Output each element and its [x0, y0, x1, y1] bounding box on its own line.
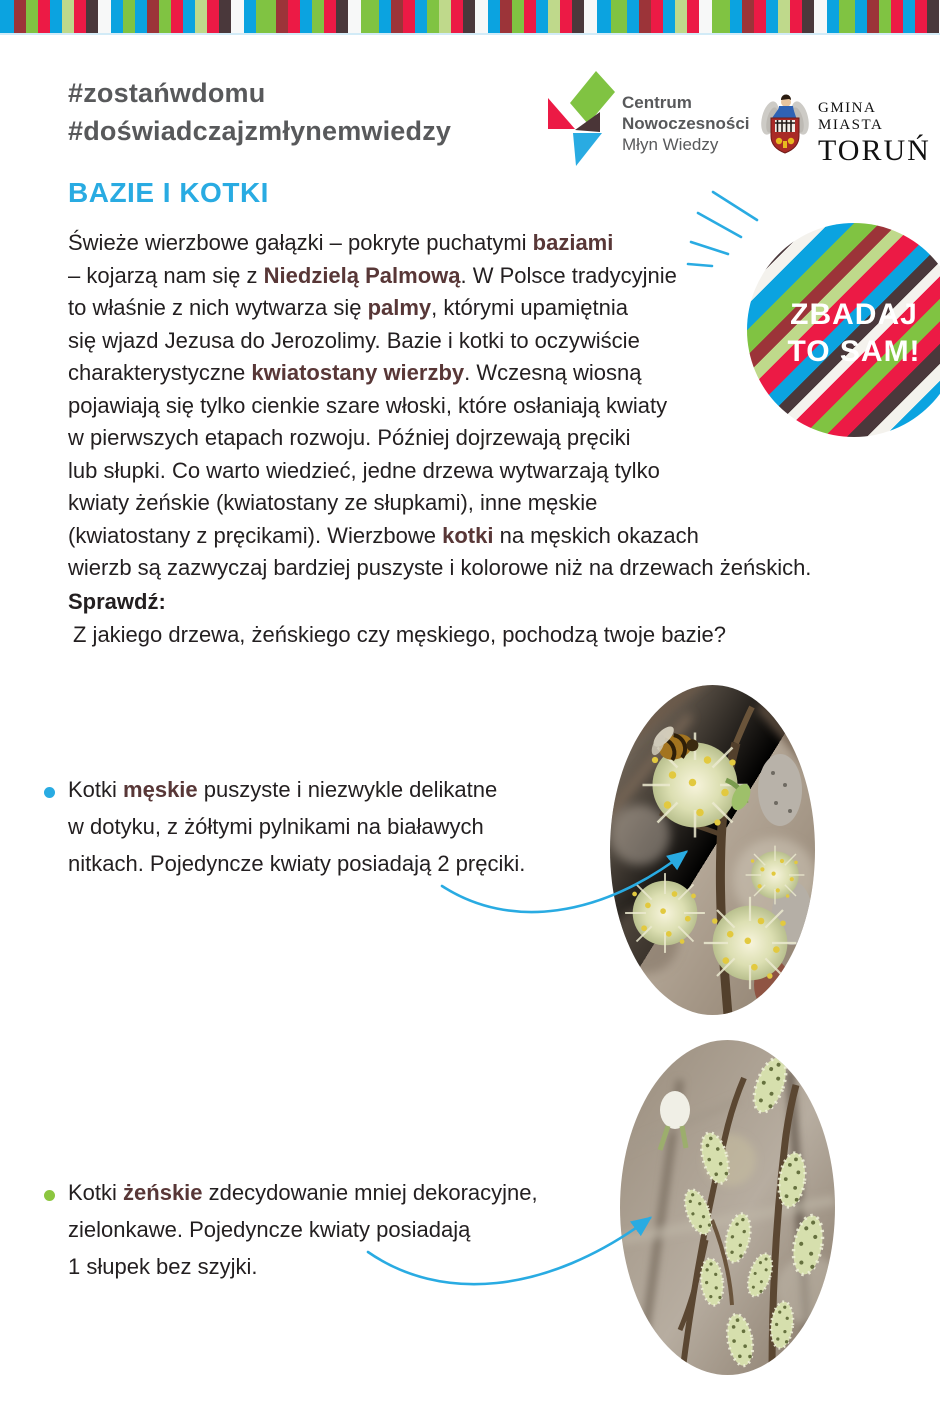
stripe-green: [839, 0, 855, 33]
hashtags: [68, 74, 451, 150]
stripe-crimson: [687, 0, 699, 33]
stripe-blue: [627, 0, 639, 33]
male-catkins-photo: [610, 685, 815, 1015]
stripe-dark_brown: [927, 0, 939, 33]
stripe-crimson: [451, 0, 463, 33]
pinwheel-icon: [543, 70, 615, 166]
mlyn-line3: Młyn Wiedzy: [622, 135, 719, 154]
stripe-blue: [0, 0, 14, 33]
stripe-light_green: [62, 0, 74, 33]
stripe-light_green: [778, 0, 790, 33]
text-line: pojawiają się tylko cienkie szare włoski, które osłaniają kwiaty: [68, 392, 668, 418]
stripe-green: [312, 0, 324, 33]
text-line: Kotki żeńskie zdecydowanie mniej dekoracyjne,: [68, 1180, 538, 1205]
stripe-crimson: [754, 0, 766, 33]
stripe-crimson: [324, 0, 336, 33]
stripe-blue: [663, 0, 675, 33]
stripe-blue: [300, 0, 312, 33]
text-line: Kotki męskie puszyste i niezwykle delikatne: [68, 777, 498, 802]
mlyn-wiedzy-wordmark: [622, 92, 750, 155]
mlyn-line2: Nowoczesności: [622, 114, 750, 133]
stripe-green: [123, 0, 135, 33]
stripe-crimson: [651, 0, 663, 33]
stripe-blue: [415, 0, 427, 33]
stripe-crimson: [560, 0, 572, 33]
stripe-crimson: [891, 0, 903, 33]
text-line: kwiaty żeńskie (kwiatostany ze słupkami), inne męskie: [68, 490, 598, 515]
stripe-white: [699, 0, 712, 33]
bullet-male-catkins: [68, 771, 525, 882]
stripe-maroon: [742, 0, 754, 33]
text-line: nitkach. Pojedyncze kwiaty posiadają 2 pręciki.: [68, 851, 526, 876]
stripe-blue: [597, 0, 611, 33]
page-title: BAZIE I KOTKI: [68, 177, 269, 208]
stripe-crimson: [915, 0, 927, 33]
stripe-dark_brown: [86, 0, 98, 33]
text-line: (kwiatostany z pręcikami). Wierzbowe kotki na męskich okazach: [68, 522, 699, 548]
stripe-maroon: [276, 0, 288, 33]
check-question: Z jakiego drzewa, żeńskiego czy męskiego, pochodzą twoje bazie?: [73, 622, 727, 647]
stripe-dark_brown: [336, 0, 348, 33]
stripe-white: [814, 0, 827, 33]
stripe-maroon: [391, 0, 403, 33]
stripe-blue: [730, 0, 742, 33]
stripe-blue: [766, 0, 778, 33]
stripe-white: [584, 0, 597, 33]
stripe-crimson: [74, 0, 86, 33]
stripe-maroon: [639, 0, 651, 33]
stripe-blue: [827, 0, 839, 33]
mlyn-line1: Centrum: [622, 93, 692, 112]
text-line: się wjazd Jezusa do Jerozolimy. Bazie i kotki to oczywiście: [68, 327, 640, 353]
stripe-green: [256, 0, 276, 33]
stripe-green: [611, 0, 627, 33]
stripe-dark_brown: [572, 0, 584, 33]
check-section: [68, 585, 726, 651]
stripe-green: [712, 0, 730, 33]
stripe-light_green: [548, 0, 560, 33]
stripe-blue: [183, 0, 195, 33]
stripe-crimson: [207, 0, 219, 33]
text-line: to właśnie z nich wytwarza się palmy, którymi upamiętnia: [68, 295, 629, 320]
stripe-crimson: [524, 0, 536, 33]
stripe-crimson: [790, 0, 802, 33]
intro-paragraph: [68, 227, 811, 585]
stripe-crimson: [171, 0, 183, 33]
text-line: w pierwszych etapach rozwoju. Później dojrzewają pręciki: [68, 425, 631, 450]
stripe-light_green: [675, 0, 687, 33]
stripe-dark_brown: [219, 0, 231, 33]
stripe-blue: [50, 0, 62, 33]
stripe-dark_brown: [463, 0, 475, 33]
badge-line1: ZBADAJ: [790, 298, 918, 331]
stripe-white: [348, 0, 361, 33]
stripe-crimson: [288, 0, 300, 33]
stripe-band: [0, 0, 940, 33]
female-catkins-photo: [620, 1040, 835, 1375]
text-line: charakterystyczne kwiatostany wierzby. Wczesną wiosną: [68, 360, 642, 385]
stripe-blue: [135, 0, 147, 33]
text-line: Świeże wierzbowe gałązki – pokryte puchatymi baziami: [68, 230, 614, 255]
stripe-green: [361, 0, 379, 33]
stripe-band-shadow: [0, 33, 940, 35]
stripe-white: [98, 0, 111, 33]
stripe-green: [159, 0, 171, 33]
text-line: w dotyku, z żółtymi pylnikami na białawych: [68, 814, 484, 839]
stripe-blue: [903, 0, 915, 33]
stripe-blue: [488, 0, 500, 33]
stripe-white: [475, 0, 488, 33]
torun-wordmark: [818, 100, 940, 168]
stripe-crimson: [38, 0, 50, 33]
stripe-maroon: [500, 0, 512, 33]
text-line: – kojarzą nam się z Niedzielą Palmową. W Polsce tradycyjnie: [68, 262, 677, 288]
bullet2-dot: [44, 1190, 55, 1201]
stripe-green: [26, 0, 38, 33]
hashtag-zostanwdomu: #zostańwdomu: [68, 78, 266, 108]
text-line: lub słupki. Co warto wiedzieć, jedne drzewa wytwarzają tylko: [68, 457, 660, 483]
check-label: Sprawdź:: [68, 589, 166, 614]
stripe-crimson: [403, 0, 415, 33]
stripe-green: [512, 0, 524, 33]
stripe-blue: [536, 0, 548, 33]
stripe-dark_brown: [802, 0, 814, 33]
stripe-maroon: [14, 0, 26, 33]
badge-line2: TO SAM!: [787, 335, 921, 368]
hashtag-doswiadczaj: #doświadczajzmłynemwiedzy: [68, 116, 452, 146]
stripe-blue: [111, 0, 123, 33]
stripe-blue: [379, 0, 391, 33]
text-line: zielonkawe. Pojedyncze kwiaty posiadają: [68, 1217, 471, 1242]
text-line: wierzb są zazwyczaj bardziej puszyste i kolorowe niż na drzewach żeńskich.: [68, 555, 812, 580]
stripe-light_green: [195, 0, 207, 33]
stripe-maroon: [147, 0, 159, 33]
stripe-green: [879, 0, 891, 33]
text-line: 1 słupek bez szyjki.: [68, 1254, 258, 1279]
torun-line1: GMINA MIASTA: [818, 100, 884, 133]
bullet-female-catkins: [68, 1174, 538, 1285]
mlyn-wiedzy-logo: [543, 70, 615, 166]
stripe-blue: [855, 0, 867, 33]
stripe-blue: [244, 0, 256, 33]
stripe-light_green: [439, 0, 451, 33]
torun-crest-icon: [760, 92, 810, 154]
stripe-green: [427, 0, 439, 33]
torun-line2: TORUŃ: [818, 134, 931, 167]
stripe-maroon: [867, 0, 879, 33]
bullet1-dot: [44, 787, 55, 798]
stripe-white: [231, 0, 244, 33]
